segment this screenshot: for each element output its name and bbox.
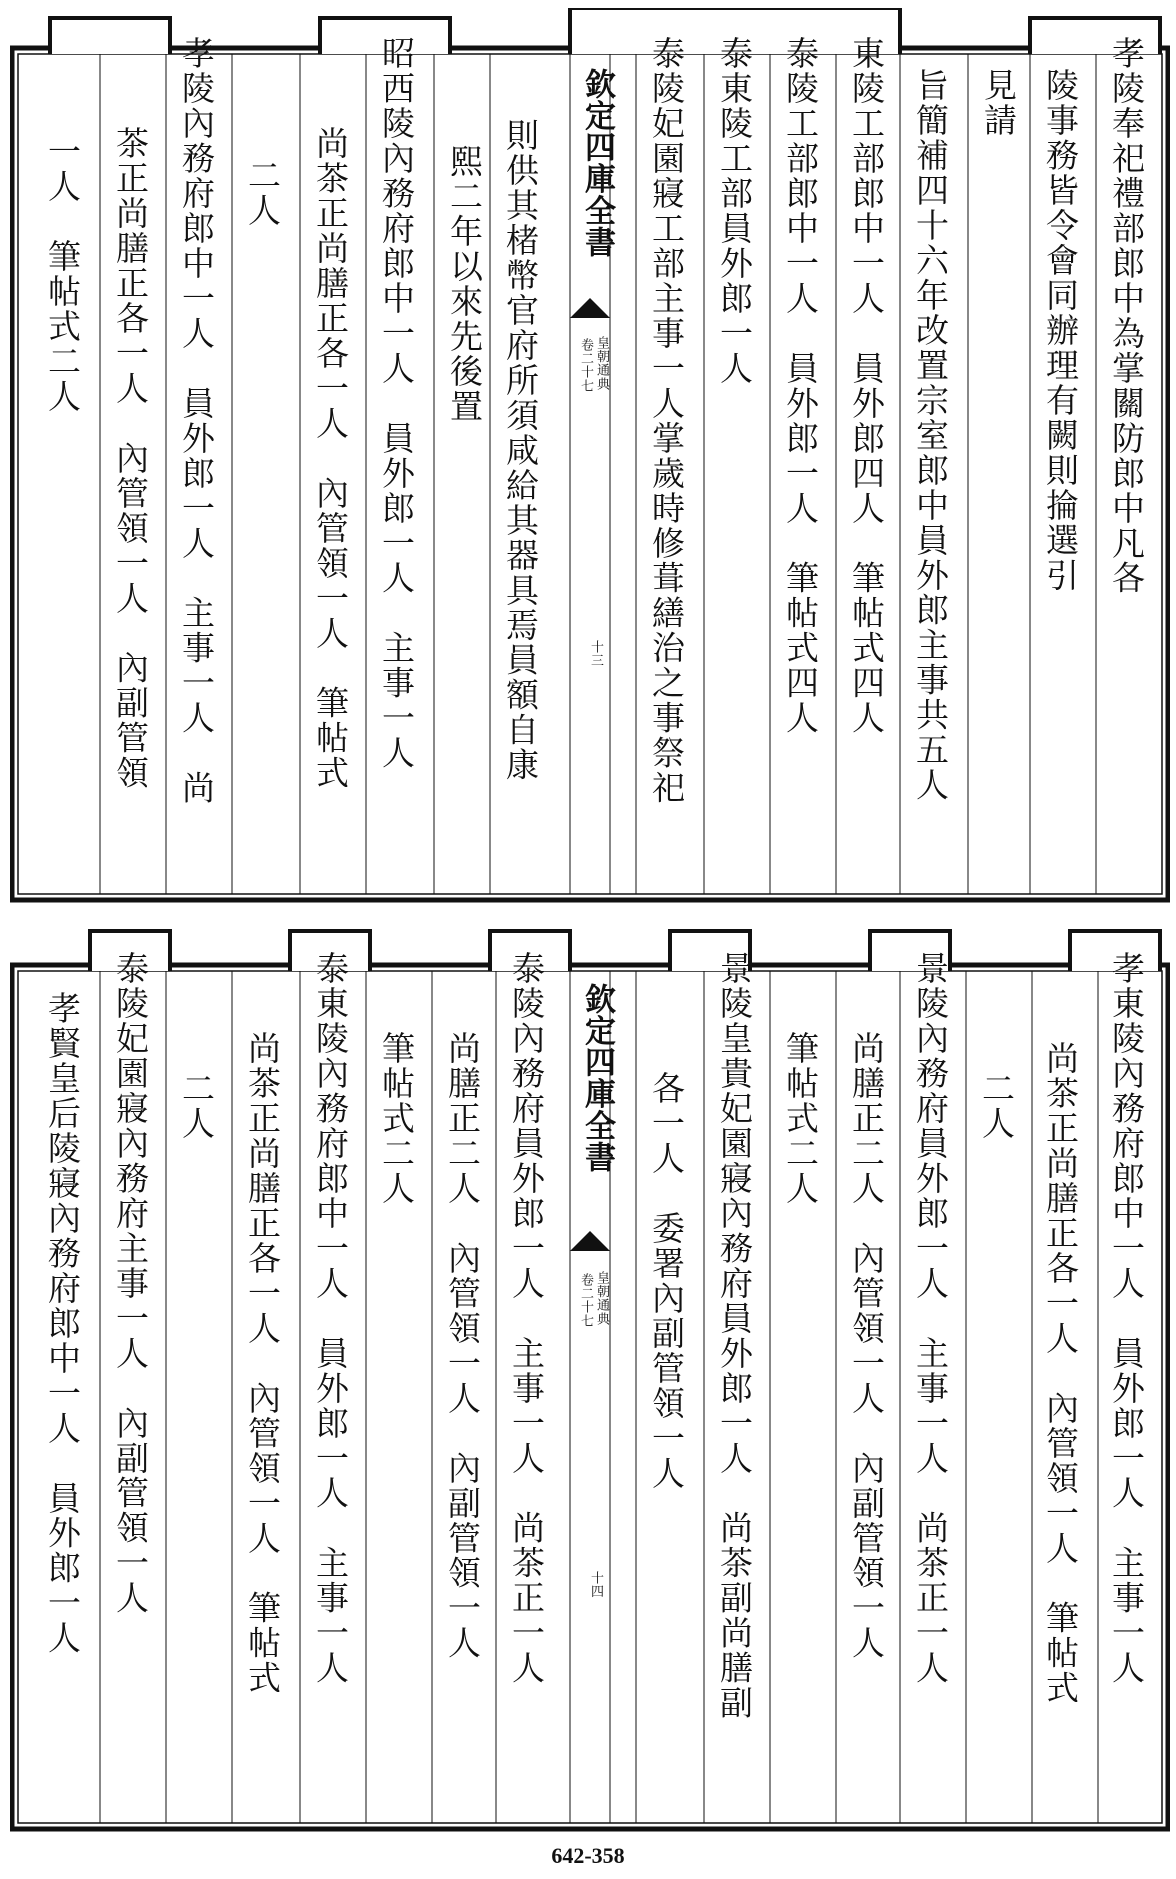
column-9: 泰陵內務府員外郎一人 主事一人 尚茶正一人 <box>507 951 546 1686</box>
top-page <box>10 8 1170 903</box>
column-15: 泰陵妃園寢內務府主事一人 內副管領一人 <box>111 951 150 1616</box>
column-12: 泰東陵內務府郎中一人 員外郎一人 主事一人 <box>311 951 350 1686</box>
book-title: 皇朝通典 <box>594 1271 609 1326</box>
banner-title: 欽定四庫全書 <box>579 68 615 258</box>
column-10: 熙二年以來先後置 <box>445 144 484 424</box>
column-8: 各一人 委署內副管領一人 <box>647 1071 686 1491</box>
column-4: 景陵內務府員外郎一人 主事一人 尚茶正一人 <box>911 951 950 1686</box>
volume-label: 卷二十七 <box>578 1273 593 1328</box>
column-14: 二人 <box>177 1071 216 1141</box>
column-3: 二人 <box>977 1071 1016 1141</box>
column-6: 泰陵工部郎中一人 員外郎一人 筆帖式四人 <box>781 36 820 736</box>
bottom-page <box>10 921 1170 1832</box>
column-4: 旨簡補四十六年改置宗室郎中員外郎主事共五人 <box>911 68 950 803</box>
column-2: 陵事務皆令會同辦理有闕則掄選引 <box>1041 68 1080 593</box>
book-title: 皇朝通典 <box>594 336 609 391</box>
column-11: 筆帖式二人 <box>377 1031 416 1206</box>
column-1: 孝東陵內務府郎中一人 員外郎一人 主事一人 <box>1107 951 1146 1686</box>
column-5: 東陵工部郎中一人 員外郎四人 筆帖式四人 <box>847 36 886 736</box>
column-16: 孝賢皇后陵寢內務府郎中一人 員外郎一人 <box>43 991 82 1656</box>
column-7: 景陵皇貴妃園寢內務府員外郎一人 尚茶副尚膳副 <box>715 951 754 1721</box>
column-3: 見請 <box>979 68 1018 138</box>
column-13: 二人 <box>243 158 282 228</box>
column-11: 昭西陵內務府郎中一人 員外郎一人 主事一人 <box>377 36 416 771</box>
column-6: 筆帖式二人 <box>781 1031 820 1206</box>
column-1: 孝陵奉祀禮部郎中為掌關防郎中凡各 <box>1107 36 1146 596</box>
folio-number: 十四 <box>588 1571 603 1599</box>
column-13: 尚茶正尚膳正各一人 內管領一人 筆帖式 <box>243 1031 282 1696</box>
column-14: 孝陵內務府郎中一人 員外郎一人 主事一人 尚 <box>177 36 216 806</box>
page-number-footer: 642-358 <box>551 1843 625 1868</box>
banner-title: 欽定四庫全書 <box>579 983 615 1173</box>
volume-label: 卷二十七 <box>578 338 593 393</box>
column-7: 泰東陵工部員外郎一人 <box>715 36 754 386</box>
folio-number: 十三 <box>588 640 603 668</box>
column-15: 茶正尚膳正各一人 內管領一人 內副管領 <box>111 126 150 791</box>
column-16: 一人 筆帖式二人 <box>43 134 82 414</box>
column-10: 尚膳正二人 內管領一人 內副管領一人 <box>443 1031 482 1661</box>
column-8: 泰陵妃園寢工部主事一人掌歲時修葺繕治之事祭祀 <box>647 36 686 806</box>
column-2: 尚茶正尚膳正各一人 內管領一人 筆帖式 <box>1041 1041 1080 1706</box>
column-5: 尚膳正二人 內管領一人 內副管領一人 <box>847 1031 886 1661</box>
column-9: 則供其楮幣官府所須咸給其器具焉員額自康 <box>501 118 540 783</box>
column-12: 尚茶正尚膳正各一人 內管領一人 筆帖式 <box>311 126 350 791</box>
